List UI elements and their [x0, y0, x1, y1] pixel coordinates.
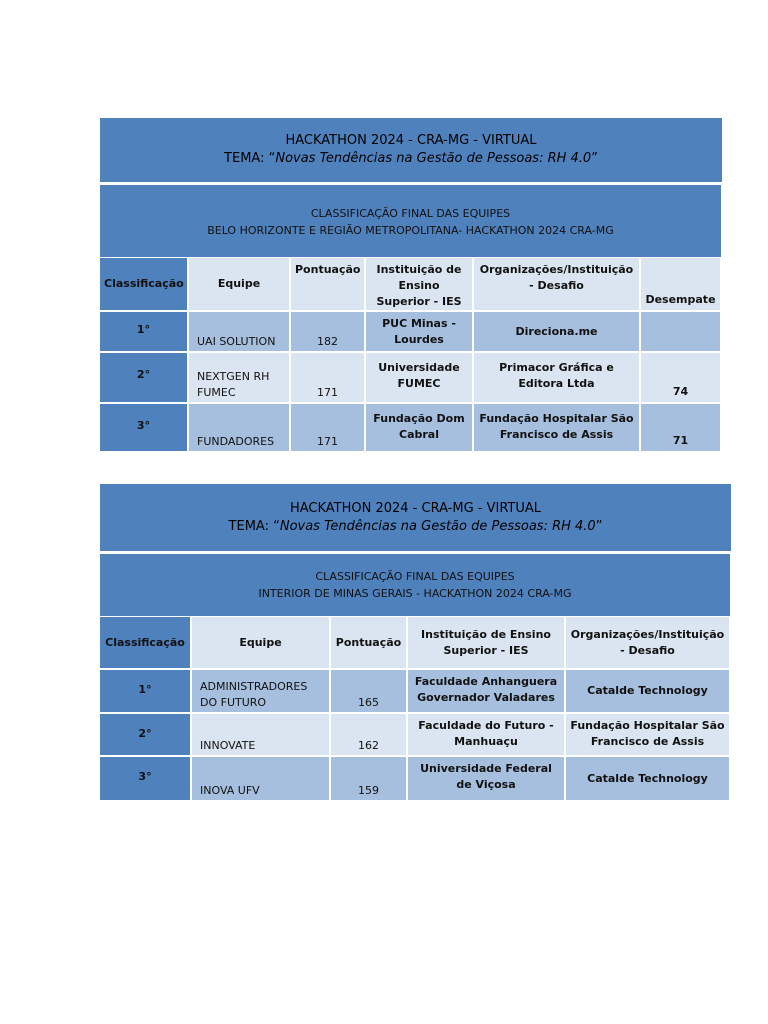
col-header-ies: Instituição de Ensino Superior - IES — [366, 258, 474, 312]
ies-cell: Universidade FUMEC — [366, 353, 474, 404]
score-cell: 165 — [331, 670, 408, 714]
rank-cell: 3° — [100, 404, 189, 453]
col-header-classificacao: Classificação — [100, 258, 189, 312]
table1-title-box — [100, 118, 722, 182]
score-cell: 171 — [291, 353, 366, 404]
table1-subtitle-line2: BELO HORIZONTE E REGIÃO METROPOLITANA- HACKATHON 2024 CRA-MG — [207, 224, 614, 237]
table2-subtitle-line2: INTERIOR DE MINAS GERAIS - HACKATHON 2024 CRA-MG — [258, 587, 572, 600]
table-row — [100, 353, 722, 404]
team-cell: NEXTGEN RH FUMEC — [189, 353, 291, 404]
table2-title: HACKATHON 2024 - CRA-MG - VIRTUAL — [289, 501, 542, 516]
tiebreak-cell — [641, 312, 722, 353]
table2-title-box — [100, 484, 731, 551]
rank-cell: 2° — [100, 714, 192, 757]
ies-cell: Fundação Dom Cabral — [366, 404, 474, 453]
table1-title: HACKATHON 2024 - CRA-MG - VIRTUAL — [285, 133, 537, 148]
table1-grid — [100, 258, 722, 453]
score-cell: 162 — [331, 714, 408, 757]
ies-cell: Faculdade Anhanguera Governador Valadares — [408, 670, 566, 714]
table1-subtitle-box — [100, 185, 721, 257]
team-cell: ADMINISTRADORES DO FUTURO — [192, 670, 331, 714]
col-header-org: Organizações/Instituição - Desafio — [474, 258, 641, 312]
col-header-ies: Instituição de Ensino Superior - IES — [408, 617, 566, 670]
tiebreak-cell: 74 — [641, 353, 722, 404]
rank-cell: 3° — [100, 757, 192, 802]
rank-cell: 1° — [100, 670, 192, 714]
ies-cell: PUC Minas - Lourdes — [366, 312, 474, 353]
col-header-pontuacao: Pontuação — [331, 617, 408, 670]
col-header-desempate: Desempate — [641, 258, 722, 312]
table-row — [100, 714, 731, 757]
col-header-pontuacao: Pontuação — [291, 258, 366, 312]
table2-block — [100, 484, 731, 804]
ies-cell: Universidade Federal de Viçosa — [408, 757, 566, 802]
table-row — [100, 757, 731, 802]
team-cell: INNOVATE — [192, 714, 331, 757]
score-cell: 159 — [331, 757, 408, 802]
team-cell: FUNDADORES — [189, 404, 291, 453]
table-row — [100, 404, 722, 453]
tiebreak-cell: 71 — [641, 404, 722, 453]
col-header-classificacao: Classificação — [100, 617, 192, 670]
table1-theme: TEMA: “Novas Tendências na Gestão de Pessoas: RH 4.0” — [224, 151, 598, 166]
org-cell: Fundação Hospitalar São Francisco de Assis — [474, 404, 641, 453]
org-cell: Primacor Gráfica e Editora Ltda — [474, 353, 641, 404]
org-cell: Direciona.me — [474, 312, 641, 353]
org-cell: Cataldе Technology — [566, 757, 731, 802]
table-row — [100, 670, 731, 714]
org-cell: Fundação Hospitalar São Francisco de Assis — [566, 714, 731, 757]
table2-grid — [100, 617, 731, 802]
table1-subtitle-line1: CLASSIFICAÇÃO FINAL DAS EQUIPES — [310, 207, 511, 220]
table2-subtitle-box — [100, 554, 730, 616]
rank-cell: 2° — [100, 353, 189, 404]
table2-subtitle-line1: CLASSIFICAÇÃO FINAL DAS EQUIPES — [315, 570, 515, 583]
score-cell: 182 — [291, 312, 366, 353]
score-cell: 171 — [291, 404, 366, 453]
col-header-equipe: Equipe — [192, 617, 331, 670]
table1-block — [100, 118, 722, 452]
ies-cell: Faculdade do Futuro - Manhuaçu — [408, 714, 566, 757]
table-row — [100, 312, 722, 353]
rank-cell: 1° — [100, 312, 189, 353]
table2-theme: TEMA: “Novas Tendências na Gestão de Pessoas: RH 4.0” — [228, 519, 603, 534]
col-header-equipe: Equipe — [189, 258, 291, 312]
org-cell: Cataldе Technology — [566, 670, 731, 714]
team-cell: UAI SOLUTION — [189, 312, 291, 353]
col-header-org: Organizações/Instituição - Desafio — [566, 617, 731, 670]
team-cell: INOVA UFV — [192, 757, 331, 802]
